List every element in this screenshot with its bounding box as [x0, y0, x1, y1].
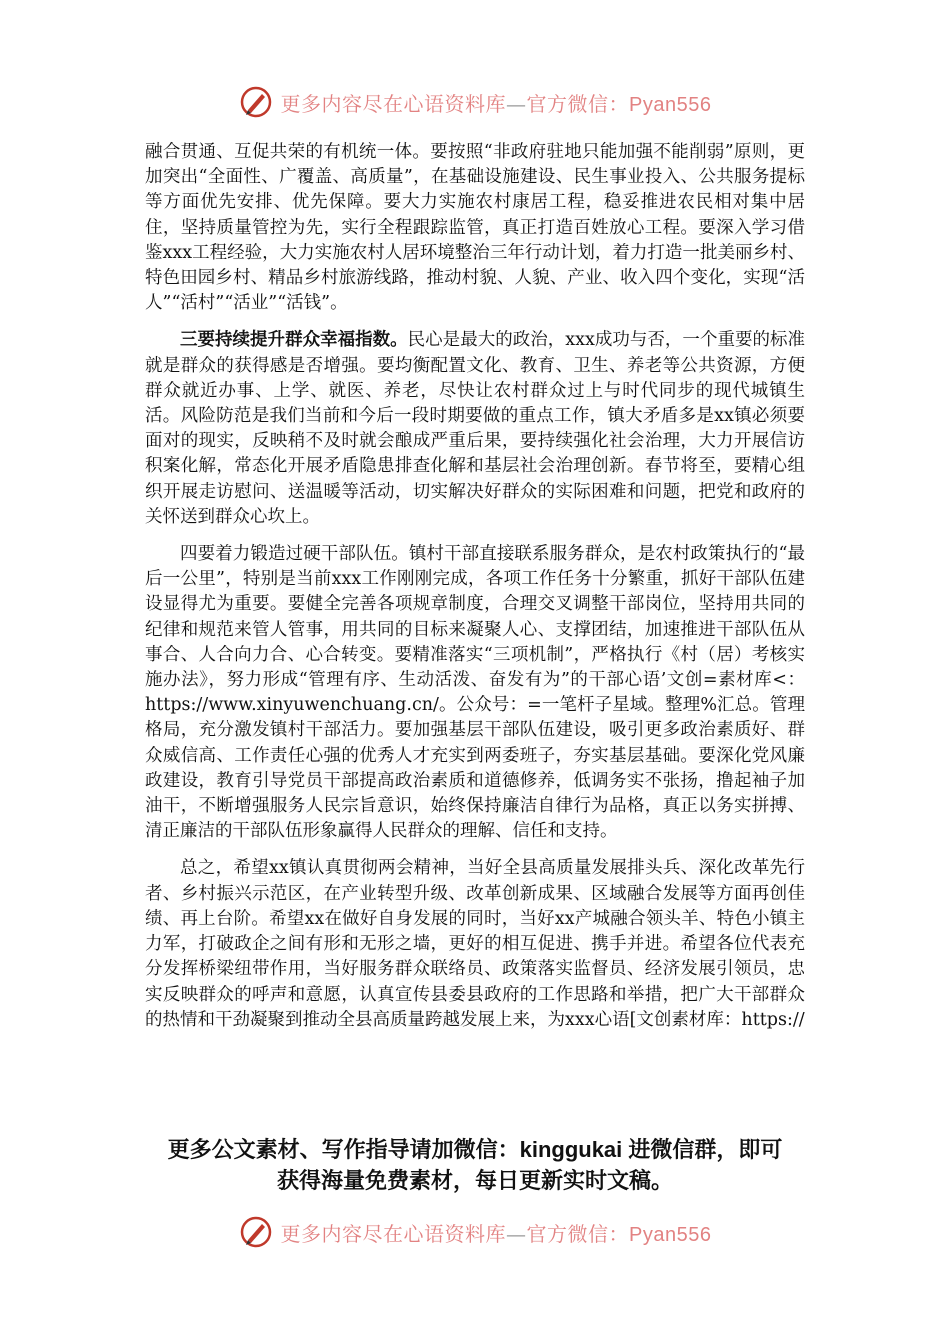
- paragraph-2: 三要持续提升群众幸福指数。民心是最大的政治，xxx成功与否，一个重要的标准就是群众的获得感是否增强。要均衡配置文化、教育、卫生、养老等公共资源，方便群众就近办事、上学、就医、养老，尽快让农村群众过上与时代同步的现代城镇生活。风险防范是我们当前和今后一段时期要做的重点工作，镇大矛盾多是xx镇必须要面对的现实，反映稍不及时就会酿成严重后果，要持续强化社会治理，大力开展信访积案化解，常态化开展矛盾隐患排查化解和基层社会治理创新。春节将至，要精心组织开展走访慰问、送温暖等活动，切实解决好群众的实际困难和问题，把党和政府的关怀送到群众心坎上。: [145, 330, 806, 527]
- document-body: [145, 140, 805, 1045]
- footer-line-1: 更多公文素材、写作指导请加微信：kinggukai 进微信群，即可: [167, 1137, 783, 1162]
- header-banner-bottom: [0, 1212, 950, 1252]
- paragraph-1: 融合贯通、互促共荣的有机统一体。要按照“非政府驻地只能加强不能削弱”原则，更加突出“全面性、广覆盖、高质量”，在基础设施建设、民生事业投入、公共服务提标等方面优先安排、优先保障。要大力实施农村康居工程，稳妥推进农民相对集中居住，坚持质量管控为先，实行全程跟踪监管，真正打造百姓放心工程。要深入学习借鉴xxx工程经验，大力实施农村人居环境整治三年行动计划，着力打造一批美丽乡村、特色田园乡村、精品乡村旅游线路，推动村貌、人貌、产业、收入四个变化，实现“活人”“活村”“活业”“活钱”。: [145, 142, 805, 314]
- paragraph-4: 总之，希望xx镇认真贯彻两会精神，当好全县高质量发展排头兵、深化改革先行者、乡村振兴示范区，在产业转型升级、改革创新成果、区域融合发展等方面再创佳绩、再上台阶。希望xx在做好自身发展的同时，当好xx产城融合领头羊、特色小镇主力军，打破政企之间有形和无形之墙，更好的相互促进、携手并进。希望各位代表充分发挥桥梁纽带作用，当好服务群众联络员、政策落实监督员、经济发展引领员，忠实反映群众的呼声和意愿，认真宣传县委县政府的工作思路和举措，把广大干部群众的热情和干劲凝聚到推动全县高质量跨越发展上来，为xxx心语[文创素材库：https://: [145, 858, 805, 1030]
- paragraph-2-heading: 三要持续提升群众幸福指数。: [180, 330, 408, 351]
- banner-text: 更多内容尽在心语资料库—官方微信：Pyan556: [280, 91, 712, 116]
- banner-text: 更多内容尽在心语资料库—官方微信：Pyan556: [280, 1221, 712, 1246]
- footer-line-2: 获得海量免费素材，每日更新实时文稿。: [276, 1168, 673, 1193]
- pen-logo-icon: [239, 85, 273, 119]
- paragraph-3: 四要着力锻造过硬干部队伍。镇村干部直接联系服务群众，是农村政策执行的“最后一公里”，特别是当前xxx工作刚刚完成，各项工作任务十分繁重，抓好干部队伍建设显得尤为重要。要健全完善各项规章制度，合理交叉调整干部岗位，坚持用共同的纪律和规范来管人管事，用共同的目标来凝聚人心、支撑团结，加速推进干部队伍从事合、人合向力合、心合转变。要精准落实“三项机制”，严格执行《村（居）考核实施办法》，努力形成“管理有序、生动活泼、奋发有为”的干部心语’文创=素材库<：https://www.xinyuwenchuang.cn/。公众号：=一笔杆子星域。整理%汇总。管理格局，充分激发镇村干部活力。要加强基层干部队伍建设，吸引更多政治素质好、群众威信高、工作责任心强的优秀人才充实到两委班子，夯实基层基础。要深化党风廉政建设，教育引导党员干部提高政治素质和道德修养，低调务实不张扬，撸起袖子加油干，不断增强服务人民宗旨意识，始终保持廉洁自律行为品格，真正以务实拼搏、清正廉洁的干部队伍形象赢得人民群众的理解、信任和支持。: [145, 544, 805, 842]
- footer-promo-note: [130, 1134, 820, 1196]
- pen-logo-icon: [239, 1215, 273, 1249]
- header-banner-top: [0, 82, 950, 122]
